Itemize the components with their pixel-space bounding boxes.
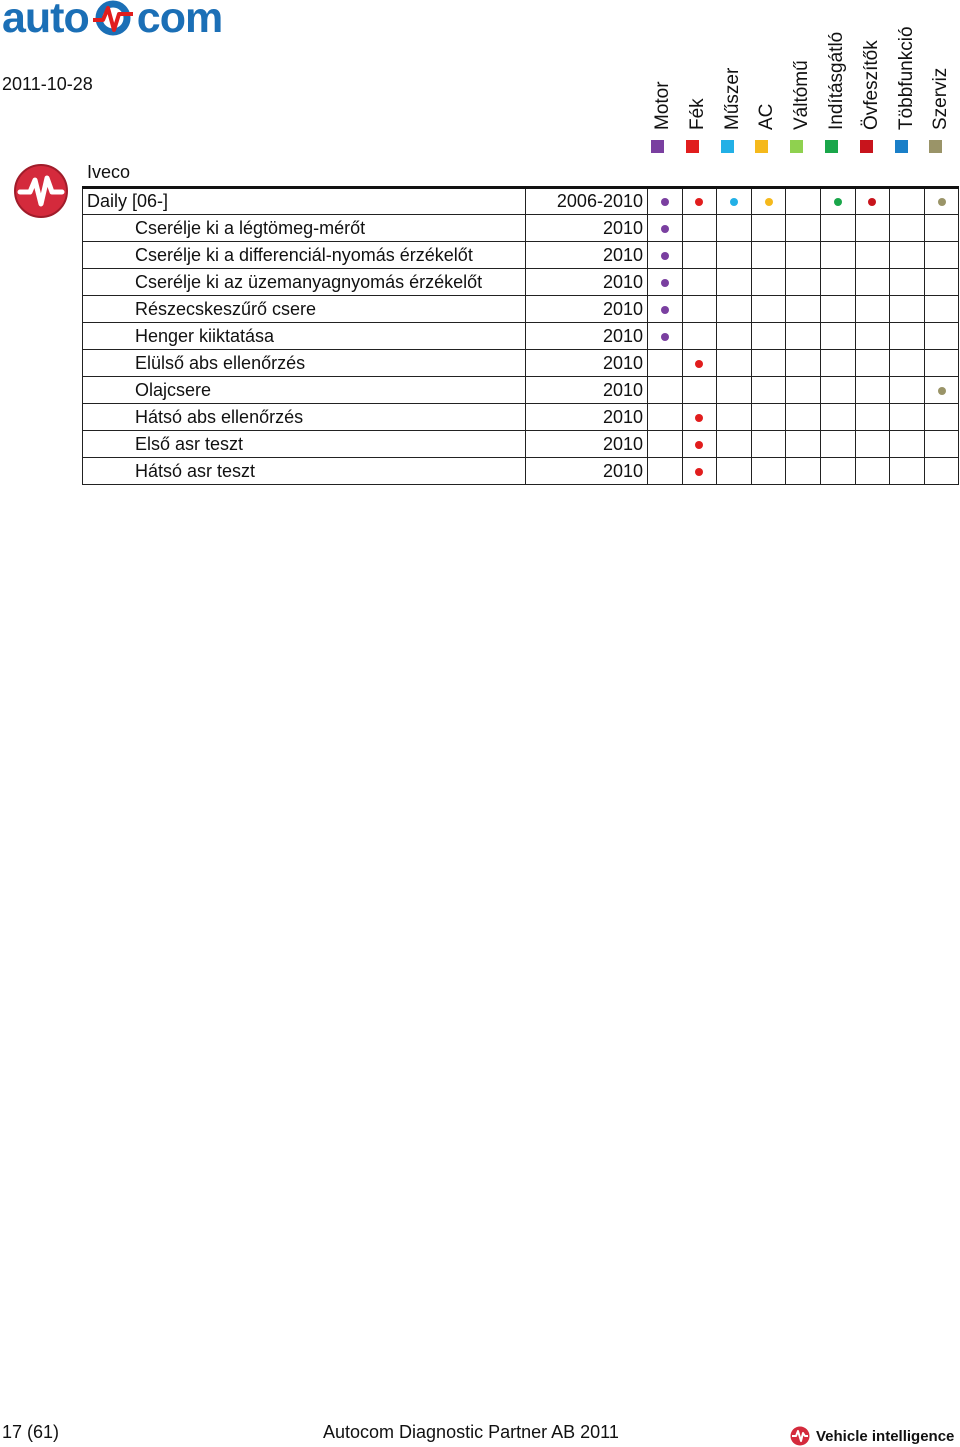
- category-cell: [924, 404, 959, 431]
- category-cell: [855, 242, 890, 269]
- category-cell: [682, 458, 717, 485]
- report-date: 2011-10-28: [2, 74, 93, 94]
- function-row: [83, 377, 959, 404]
- category-cell: [786, 350, 821, 377]
- category-cell: [924, 269, 959, 296]
- logo-text-right: com: [136, 0, 223, 42]
- category-cell: [648, 431, 683, 458]
- category-dot: [661, 225, 669, 233]
- category-cell: [751, 404, 786, 431]
- category-label: Motor: [652, 81, 673, 130]
- function-name: Cserélje ki az üzemanyagnyomás érzékelőt: [83, 269, 526, 296]
- category-cell: [717, 215, 752, 242]
- category-cell: [890, 377, 925, 404]
- category-cell: [820, 242, 855, 269]
- category-header: [646, 0, 682, 160]
- function-year: 2010: [526, 242, 648, 269]
- category-cell: [855, 431, 890, 458]
- category-cell: [682, 323, 717, 350]
- category-cell: [786, 431, 821, 458]
- category-dot: [834, 198, 842, 206]
- category-cell: [682, 377, 717, 404]
- category-cell: [855, 323, 890, 350]
- category-cell: [751, 431, 786, 458]
- category-cell: [855, 404, 890, 431]
- function-row: [83, 215, 959, 242]
- function-year: 2010: [526, 377, 648, 404]
- category-dot: [938, 387, 946, 395]
- category-cell: [751, 269, 786, 296]
- category-cell: [855, 296, 890, 323]
- category-cell: [924, 188, 959, 215]
- category-cell: [786, 323, 821, 350]
- category-cell: [890, 296, 925, 323]
- heartbeat-badge-icon: [12, 164, 70, 218]
- function-name: Daily [06-]: [83, 188, 526, 215]
- category-cell: [751, 377, 786, 404]
- category-swatch: [790, 140, 803, 153]
- category-label: Váltómű: [791, 60, 813, 130]
- category-header: [785, 0, 821, 160]
- function-name: Részecskeszűrő csere: [83, 296, 526, 323]
- category-cell: [682, 431, 717, 458]
- category-headers: [646, 0, 958, 160]
- function-row: [83, 350, 959, 377]
- category-cell: [648, 350, 683, 377]
- category-dot: [730, 198, 738, 206]
- category-dot: [868, 198, 876, 206]
- category-dot: [695, 198, 703, 206]
- category-swatch: [929, 140, 942, 153]
- category-swatch: [755, 140, 768, 153]
- function-year: 2010: [526, 296, 648, 323]
- category-cell: [751, 242, 786, 269]
- category-dot: [661, 252, 669, 260]
- category-cell: [890, 215, 925, 242]
- category-cell: [717, 188, 752, 215]
- category-cell: [855, 350, 890, 377]
- category-cell: [890, 188, 925, 215]
- category-cell: [924, 377, 959, 404]
- category-label: Műszer: [721, 67, 743, 130]
- category-cell: [786, 458, 821, 485]
- category-cell: [924, 350, 959, 377]
- tagline: Vehicle intelligence: [816, 1427, 955, 1445]
- function-row: [83, 431, 959, 458]
- category-swatch: [825, 140, 838, 153]
- category-cell: [648, 242, 683, 269]
- category-dot: [661, 306, 669, 314]
- function-year: 2010: [526, 431, 648, 458]
- category-cell: [717, 458, 752, 485]
- function-year: 2010: [526, 458, 648, 485]
- category-cell: [786, 296, 821, 323]
- category-cell: [890, 269, 925, 296]
- category-dot: [661, 333, 669, 341]
- logo-pulse-mark: [89, 0, 137, 38]
- category-header: [890, 0, 926, 160]
- category-cell: [751, 215, 786, 242]
- category-cell: [648, 296, 683, 323]
- category-cell: [717, 377, 752, 404]
- category-swatch: [686, 140, 699, 153]
- function-name: Elülső abs ellenőrzés: [83, 350, 526, 377]
- category-cell: [924, 431, 959, 458]
- category-cell: [924, 458, 959, 485]
- function-row: [83, 242, 959, 269]
- category-cell: [786, 404, 821, 431]
- category-cell: [890, 431, 925, 458]
- category-cell: [717, 323, 752, 350]
- logo-wordmark: [2, 0, 223, 42]
- category-swatch: [651, 140, 664, 153]
- category-dot: [695, 468, 703, 476]
- category-header: [820, 0, 856, 160]
- category-cell: [751, 188, 786, 215]
- category-header: [855, 0, 891, 160]
- logo-text-left: auto: [2, 0, 89, 42]
- category-label: Többfunkció: [895, 26, 917, 130]
- category-cell: [648, 188, 683, 215]
- category-cell: [682, 269, 717, 296]
- function-year: 2010: [526, 215, 648, 242]
- category-cell: [682, 242, 717, 269]
- category-cell: [855, 188, 890, 215]
- vehicle-make: Iveco: [87, 162, 131, 182]
- category-cell: [648, 215, 683, 242]
- function-row: [83, 404, 959, 431]
- category-cell: [820, 404, 855, 431]
- category-cell: [717, 242, 752, 269]
- category-cell: [648, 404, 683, 431]
- category-cell: [890, 242, 925, 269]
- vehicle-intelligence-badge: [790, 1424, 954, 1447]
- category-dot: [661, 279, 669, 287]
- category-cell: [786, 377, 821, 404]
- function-row: [83, 296, 959, 323]
- category-cell: [682, 296, 717, 323]
- category-dot: [938, 198, 946, 206]
- function-year: 2010: [526, 404, 648, 431]
- function-table: [82, 186, 959, 485]
- category-cell: [855, 215, 890, 242]
- category-header: [924, 0, 960, 160]
- category-cell: [855, 458, 890, 485]
- category-dot: [765, 198, 773, 206]
- category-dot: [695, 360, 703, 368]
- category-cell: [751, 458, 786, 485]
- category-label: Övfeszítők: [860, 40, 882, 130]
- function-year: 2010: [526, 350, 648, 377]
- category-cell: [924, 242, 959, 269]
- category-cell: [717, 404, 752, 431]
- category-cell: [682, 404, 717, 431]
- category-cell: [648, 458, 683, 485]
- category-cell: [648, 323, 683, 350]
- function-name: Henger kiiktatása: [83, 323, 526, 350]
- category-cell: [820, 323, 855, 350]
- category-cell: [751, 350, 786, 377]
- category-cell: [855, 377, 890, 404]
- function-name: Olajcsere: [83, 377, 526, 404]
- heartbeat-icon: [790, 1426, 810, 1446]
- category-cell: [717, 350, 752, 377]
- category-swatch: [721, 140, 734, 153]
- category-cell: [820, 188, 855, 215]
- model-row: [83, 188, 959, 215]
- category-label: Indításgátló: [826, 31, 847, 130]
- category-cell: [890, 350, 925, 377]
- page-number: 17 (61): [2, 1422, 60, 1442]
- category-cell: [682, 188, 717, 215]
- function-name: Hátsó abs ellenőrzés: [83, 404, 526, 431]
- category-cell: [751, 323, 786, 350]
- category-cell: [648, 269, 683, 296]
- autocom-logo: [0, 2, 230, 42]
- category-cell: [890, 323, 925, 350]
- category-cell: [890, 458, 925, 485]
- function-year: 2010: [526, 323, 648, 350]
- category-cell: [890, 404, 925, 431]
- category-cell: [820, 458, 855, 485]
- category-cell: [682, 350, 717, 377]
- category-cell: [648, 377, 683, 404]
- category-cell: [820, 431, 855, 458]
- category-dot: [661, 198, 669, 206]
- function-year: 2010: [526, 269, 648, 296]
- function-name: Hátsó asr teszt: [83, 458, 526, 485]
- function-row: [83, 323, 959, 350]
- category-cell: [820, 296, 855, 323]
- category-cell: [924, 323, 959, 350]
- category-cell: [924, 296, 959, 323]
- category-cell: [820, 350, 855, 377]
- category-cell: [820, 269, 855, 296]
- category-swatch: [860, 140, 873, 153]
- category-dot: [695, 414, 703, 422]
- function-name: Első asr teszt: [83, 431, 526, 458]
- category-cell: [786, 215, 821, 242]
- category-cell: [786, 242, 821, 269]
- company-name: Autocom Diagnostic Partner AB 2011: [323, 1422, 619, 1442]
- category-header: [681, 0, 717, 160]
- category-cell: [751, 296, 786, 323]
- category-label: AC: [756, 103, 778, 130]
- category-cell: [786, 269, 821, 296]
- category-label: Szerviz: [930, 67, 952, 130]
- function-year: 2006-2010: [526, 188, 648, 215]
- category-dot: [695, 441, 703, 449]
- category-cell: [717, 296, 752, 323]
- category-cell: [717, 269, 752, 296]
- category-header: [716, 0, 752, 160]
- function-row: [83, 269, 959, 296]
- category-header: [750, 0, 786, 160]
- category-cell: [717, 431, 752, 458]
- category-cell: [820, 215, 855, 242]
- category-label: Fék: [686, 98, 708, 130]
- category-swatch: [895, 140, 908, 153]
- category-cell: [820, 377, 855, 404]
- category-cell: [786, 188, 821, 215]
- function-row: [83, 458, 959, 485]
- category-cell: [682, 215, 717, 242]
- function-name: Cserélje ki a differenciál-nyomás érzékelőt: [83, 242, 526, 269]
- category-cell: [924, 215, 959, 242]
- function-name: Cserélje ki a légtömeg-mérőt: [83, 215, 526, 242]
- category-cell: [855, 269, 890, 296]
